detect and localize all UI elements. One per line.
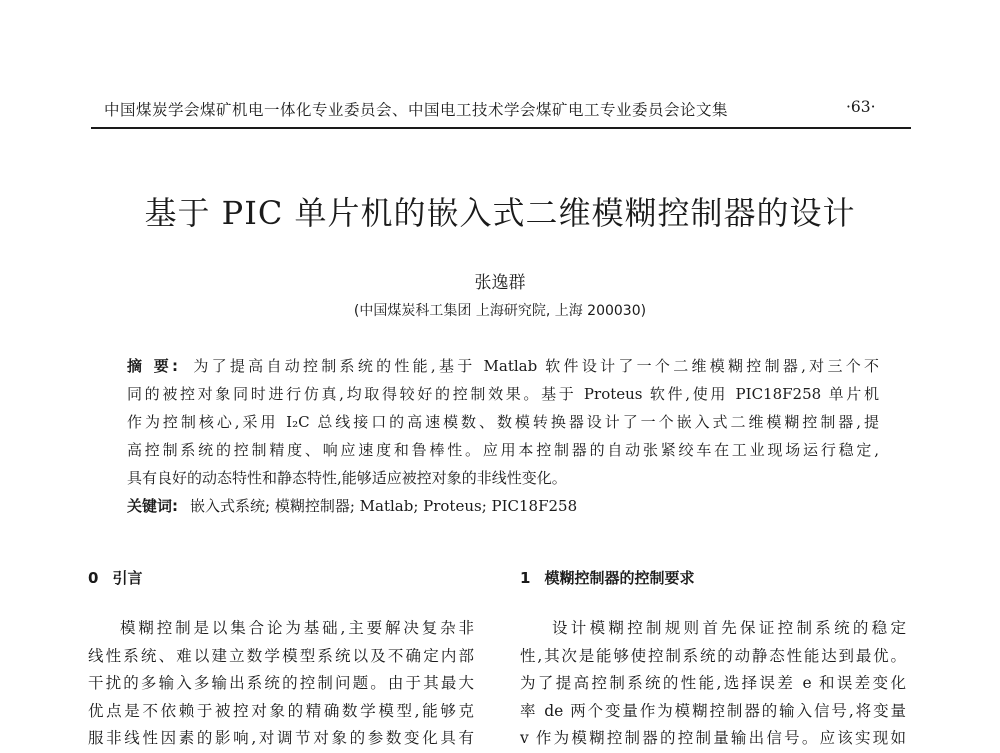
section-introduction [88,567,474,753]
body-line: 设计模糊控制规则首先保证控制系统的稳定 [552,619,906,637]
body-line: 服非线性因素的影响,对调节对象的参数变化具有 [88,729,474,747]
abstract-line: 作为控制核心,采用 I₂C 总线接口的高速模数、数模转换器设计了一个嵌入式二维模糊控制器,提 [127,413,879,431]
paper-title: 基于 PIC 单片机的嵌入式二维模糊控制器的设计 [144,194,856,232]
keywords-text: 嵌入式系统; 模糊控制器; Matlab; Proteus; PIC18F258 [190,497,578,515]
body-line: v 作为模糊控制器的控制量输出信号。应该实现如 [520,729,906,747]
abstract-line [127,352,879,380]
body-line: 模糊控制是以集合论为基础,主要解决复杂非 [120,619,474,637]
body-line: 为了提高控制系统的性能,选择误差 e 和误差变化 [520,674,906,692]
section-body [88,615,474,753]
page-number: ·63· [846,98,876,116]
section-title: 引言 [112,569,143,587]
abstract-text: 为了提高自动控制系统的性能,基于 Matlab 软件设计了一个二维模糊控制器,对三个不 [190,357,879,375]
section-number: 0 [88,569,99,587]
body-line: 干扰的多输入多输出系统的控制问题。由于其最大 [88,674,474,692]
header-rule [91,127,911,129]
section-body [520,615,906,753]
abstract-block [127,352,879,520]
section-control-requirements [520,567,906,753]
body-line: 率 de 两个变量作为模糊控制器的输入信号,将变量 [520,701,906,720]
body-line: 优点是不依赖于被控对象的精确数学模型,能够克 [88,701,474,720]
section-title: 模糊控制器的控制要求 [544,569,695,587]
body-line: 性,其次是能够使控制系统的动静态性能达到最优。 [520,646,906,665]
author-name: 张逸群 [474,273,526,293]
abstract-line: 高控制系统的控制精度、响应速度和鲁棒性。应用本控制器的自动张紧绞车在工业现场运行稳定, [127,441,879,459]
author-affiliation: (中国煤炭科工集团 上海研究院, 上海 200030) [353,303,647,319]
keywords-line [127,492,879,520]
abstract-label: 摘 要: [127,357,179,375]
keywords-label: 关键词: [127,497,178,515]
abstract-line: 具有良好的动态特性和静态特性,能够适应被控对象的非线性变化。 [127,469,567,487]
section-heading [88,567,474,593]
section-heading [520,567,906,593]
abstract-line: 同的被控对象同时进行仿真,均取得较好的控制效果。基于 Proteus 软件,使用 PIC18F258 单片机 [127,385,879,403]
body-line: 线性系统、难以建立数学模型系统以及不确定内部 [88,646,474,665]
section-number: 1 [520,569,531,587]
running-header: 中国煤炭学会煤矿机电一体化专业委员会、中国电工技术学会煤矿电工专业委员会论文集 [104,101,729,119]
